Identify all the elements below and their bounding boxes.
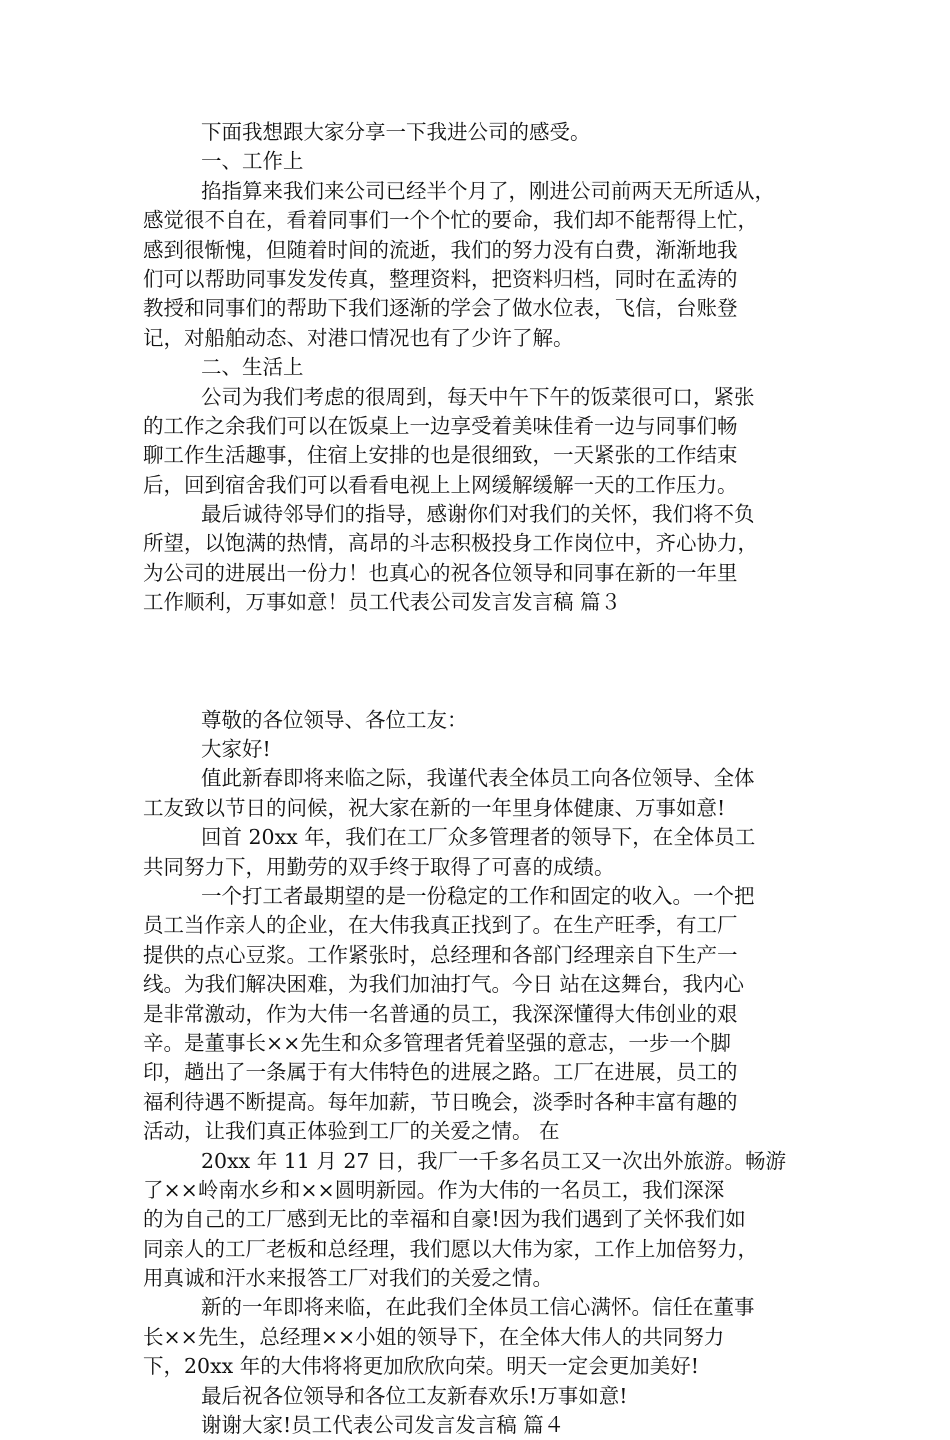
heading-work: 一、工作上	[201, 149, 304, 174]
paragraph-line: 同亲人的工厂老板和总经理，我们愿以大伟为家，工作上加倍努力，	[143, 1236, 758, 1261]
heading-life: 二、生活上	[201, 355, 304, 380]
paragraph-line: 最后诚待邻导们的指导，感谢你们对我们的关怀，我们将不负	[201, 502, 755, 527]
section-title-line: 谢谢大家!员工代表公司发言发言稿 篇４	[201, 1413, 565, 1438]
paragraph-line: 下，20xx 年的大伟将将更加欣欣向荣。明天一定会更加美好!	[143, 1354, 699, 1379]
paragraph-line: 教授和同事们的帮助下我们逐渐的学会了做水位表，飞信，台账登	[143, 296, 738, 321]
paragraph-line: 所望，以饱满的热情，高昂的斗志积极投身工作岗位中，齐心协力，	[143, 531, 758, 556]
paragraph-line: 为公司的进展出一份力！也真心的祝各位领导和同事在新的一年里	[143, 560, 738, 585]
paragraph-line: 值此新春即将来临之际，我谨代表全体员工向各位领导、全体	[201, 766, 755, 791]
paragraph-line: 记，对船舶动态、对港口情况也有了少许了解。	[143, 325, 574, 350]
paragraph-line: 后，回到宿舍我们可以看看电视上上网缓解缓解一天的工作压力。	[143, 472, 738, 497]
paragraph-line: 是非常激动，作为大伟一名普通的员工，我深深懂得大伟创业的艰	[143, 1001, 738, 1026]
paragraph-line: 工友致以节日的问候，祝大家在新的一年里身体健康、万事如意!	[143, 795, 726, 820]
salutation: 尊敬的各位领导、各位工友：	[201, 707, 468, 732]
paragraph-line: 活动，让我们真正体验到工厂的关爱之情。 在	[143, 1119, 560, 1144]
closing-wish: 最后祝各位领导和各位工友新春欢乐!万事如意!	[201, 1383, 628, 1408]
paragraph-line: 公司为我们考虑的很周到，每天中午下午的饭菜很可口，紧张	[201, 384, 755, 409]
greeting: 大家好!	[201, 737, 271, 762]
section-spacer	[143, 618, 823, 706]
paragraph-line: 员工当作亲人的企业，在大伟我真正找到了。在生产旺季，有工厂	[143, 913, 738, 938]
paragraph-line: 掐指算来我们来公司已经半个月了，刚进公司前两天无所适从，	[201, 178, 775, 203]
section-title-line: 工作顺利，万事如意！员工代表公司发言发言稿 篇３	[143, 590, 622, 615]
intro-line: 下面我想跟大家分享一下我进公司的感受。	[201, 120, 591, 144]
paragraph-line: 新的一年即将来临，在此我们全体员工信心满怀。信任在董事	[201, 1295, 755, 1320]
paragraph-line: 线。为我们解决困难，为我们加油打气。今日 站在这舞台，我内心	[143, 972, 745, 997]
paragraph-line: 共同努力下，用勤劳的双手终于取得了可喜的成绩。	[143, 854, 615, 879]
paragraph-line: 长××先生，总经理××小姐的领导下，在全体大伟人的共同努力	[143, 1324, 725, 1349]
paragraph-line: 感到很惭愧，但随着时间的流逝，我们的努力没有白费，渐渐地我	[143, 237, 738, 262]
document-body	[143, 118, 823, 1440]
paragraph-line: 用真诚和汗水来报答工厂对我们的关爱之情。	[143, 1266, 553, 1291]
paragraph-line: 聊工作生活趣事，住宿上安排的也是很细致，一天紧张的工作结束	[143, 443, 738, 468]
paragraph-line: 辛。是董事长××先生和众多管理者凭着坚强的意志，一步一个脚	[143, 1030, 731, 1055]
paragraph-line: 印，趟出了一条属于有大伟特色的进展之路。工厂在进展，员工的	[143, 1060, 738, 1085]
paragraph-line: 回首 20xx 年，我们在工厂众多管理者的领导下，在全体员工	[201, 825, 756, 850]
paragraph-line: 了××岭南水乡和××圆明新园。作为大伟的一名员工，我们深深	[143, 1177, 725, 1202]
paragraph-line: 们可以帮助同事发发传真，整理资料，把资料归档，同时在孟涛的	[143, 266, 738, 291]
paragraph-line: 一个打工者最期望的是一份稳定的工作和固定的收入。一个把	[201, 883, 755, 908]
paragraph-line: 20xx 年 11 月 27 日，我厂一千多名员工又一次出外旅游。畅游	[201, 1148, 786, 1173]
paragraph-line: 提供的点心豆浆。工作紧张时，总经理和各部门经理亲自下生产一	[143, 942, 738, 967]
paragraph-line: 感觉很不自在，看着同事们一个个忙的要命，我们却不能帮得上忙，	[143, 208, 758, 233]
paragraph-line: 福利待遇不断提高。每年加薪，节日晚会，淡季时各种丰富有趣的	[143, 1089, 738, 1114]
paragraph-line: 的为自己的工厂感到无比的幸福和自豪!因为我们遇到了关怀我们如	[143, 1207, 746, 1232]
paragraph-line: 的工作之余我们可以在饭桌上一边享受着美味佳肴一边与同事们畅	[143, 413, 738, 438]
